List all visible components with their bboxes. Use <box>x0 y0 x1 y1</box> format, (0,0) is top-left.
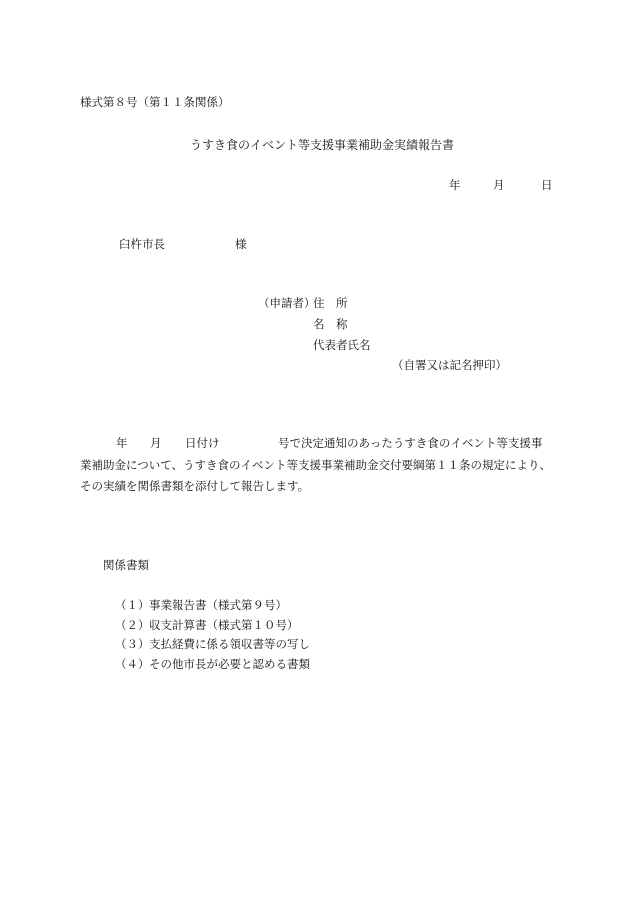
signature-note: （自署又は記名押印） <box>392 358 507 372</box>
addressee-name: 臼杵市長 <box>119 237 165 251</box>
item-label: 支払経費に係る領収書等の写し <box>149 637 310 651</box>
body-date-label: 日付け <box>185 436 220 450</box>
form-number: 様式第８号（第１１条関係） <box>80 95 230 109</box>
item-number: （２） <box>115 618 150 632</box>
item-number: （１） <box>115 598 150 612</box>
body-year-label: 年 <box>116 436 128 450</box>
addressee-honorific: 様 <box>235 237 247 251</box>
body-line-1-text: 号で決定通知のあったうすき食のイベント等支援事 <box>278 436 543 450</box>
date-day-label: 日 <box>541 178 553 192</box>
body-paragraph-line-2: 業補助金について、うすき食のイベント等支援事業補助金交付要綱第１１条の規定により、 <box>80 458 552 472</box>
item-label: 事業報告書（様式第９号） <box>149 598 287 612</box>
body-paragraph-line-3: その実績を関係書類を添付して報告します。 <box>80 479 310 493</box>
applicant-label: （申請者） <box>258 296 316 310</box>
applicant-name-label: 名 称 <box>313 317 348 331</box>
item-number: （４） <box>115 657 150 671</box>
applicant-representative-label: 代表者氏名 <box>313 338 371 352</box>
applicant-address-label: 住 所 <box>313 296 348 310</box>
body-month-label: 月 <box>150 436 162 450</box>
item-number: （３） <box>115 637 150 651</box>
item-label: その他市長が必要と認める書類 <box>149 657 310 671</box>
document-title: うすき食のイベント等支援事業補助金実績報告書 <box>190 138 455 152</box>
item-label: 収支計算書（様式第１０号） <box>149 618 299 632</box>
date-month-label: 月 <box>493 178 505 192</box>
date-year-label: 年 <box>449 178 461 192</box>
related-documents-heading: 関係書類 <box>103 558 149 572</box>
